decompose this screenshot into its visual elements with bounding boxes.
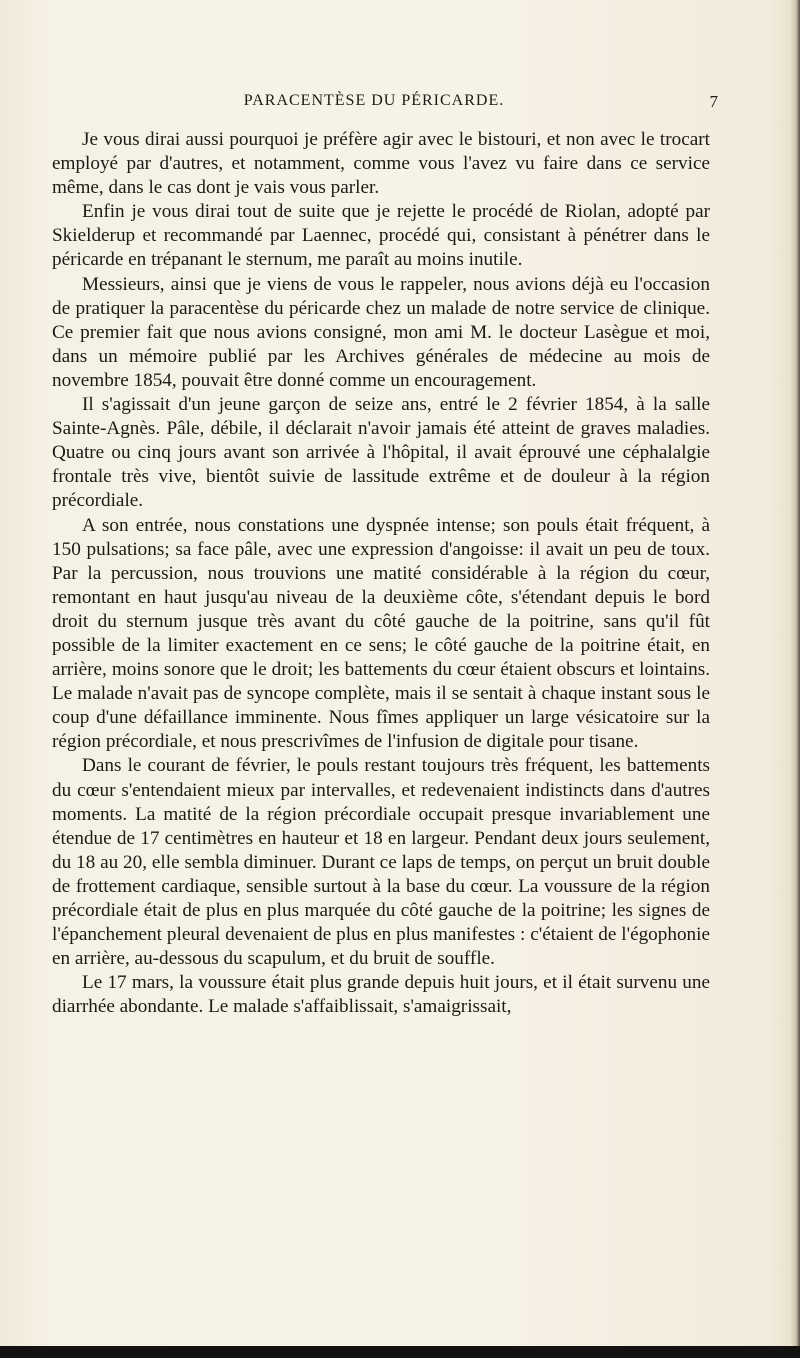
paragraph-2: Enfin je vous dirai tout de suite que je rejette le procédé de Riolan, adopté par Skielderup et recommandé par Laennec, procédé qui, consistant à pénétrer dans le péricarde en trépanant le sternum, me paraît au moins inutile. — [52, 201, 710, 271]
paragraph-4: Il s'agissait d'un jeune garçon de seize ans, entré le 2 février 1854, à la salle Sainte-Agnès. Pâle, débile, il déclarait n'avoir jamais été atteint de graves maladies. Quatre ou cinq jours avant son arrivée à l'hôpital, il avait éprouvé une céphalalgie frontale très vive, bientôt suivie de lassitude extrême et de douleur à la région précordiale. — [52, 394, 710, 512]
paragraph-5: A son entrée, nous constations une dyspnée intense; son pouls était fréquent, à 150 pulsations; sa face pâle, avec une expression d'angoisse: il avait un peu de toux. Par la percussion, nous trouvions une matité considérable à la région du cœur, remontant en haut jusqu'au niveau de la deuxième côte, s'étendant depuis le bord droit du sternum jusque très avant du côté gauche de la poitrine, sans qu'il fût possible de la limiter exactement en ce sens; le côté gauche de la poitrine était, en arrière, moins sonore que le droit; les battements du cœur étaient obscurs et lointains. Le malade n'avait pas de syncope complète, mais il se sentait à chaque instant sous le coup d'une défaillance imminente. Nous fîmes appliquer un large vésicatoire sur la région précordiale, et nous prescrivîmes de l'infusion de digitale pour tisane. — [52, 514, 710, 753]
paragraph-6: Dans le courant de février, le pouls restant toujours très fréquent, les battements du cœur s'entendaient mieux par intervalles, et redevenaient indistincts dans d'autres moments. La matité de la région précordiale occupait presque invariablement une étendue de 17 centimètres en hauteur et 18 en largeur. Pendant deux jours seulement, du 18 au 20, elle sembla diminuer. Durant ce laps de temps, on perçut un bruit double de frottement cardiaque, sensible surtout à la base du cœur. La voussure de la région précordiale était de plus en plus marquée du côté gauche de la poitrine; les signes de l'épanchement pleural devenaient de plus en plus manifestes : c'étaient de l'égophonie en arrière, au-dessous du scapulum, et du bruit de souffle. — [52, 755, 710, 970]
page-header — [30, 92, 718, 118]
paragraph-1: Je vous dirai aussi pourquoi je préfère agir avec le bistouri, et non avec le trocart employé par d'autres, et notamment, comme vous l'avez vu faire dans ce service même, dans le cas dont je vais vous parler. — [52, 129, 710, 199]
bottom-border — [0, 1346, 800, 1358]
paragraph-3: Messieurs, ainsi que je viens de vous le rappeler, nous avions déjà eu l'occasion de pratiquer la paracentèse du péricarde chez un malade de notre service de clinique. Ce premier fait que nous avions consigné, mon ami M. le docteur Lasègue et moi, dans un mémoire publié par les Archives générales de médecine au mois de novembre 1854, pouvait être donné comme un encouragement. — [52, 273, 710, 391]
page-number: 7 — [709, 92, 718, 111]
page-edge-shadow — [790, 0, 800, 1358]
paragraph-7: Le 17 mars, la voussure était plus grande depuis huit jours, et il était survenu une diarrhée abondante. Le malade s'affaiblissait, s'amaigrissait, — [52, 972, 710, 1018]
body-text — [52, 128, 710, 1019]
running-title: PARACENTÈSE DU PÉRICARDE. — [243, 92, 505, 109]
